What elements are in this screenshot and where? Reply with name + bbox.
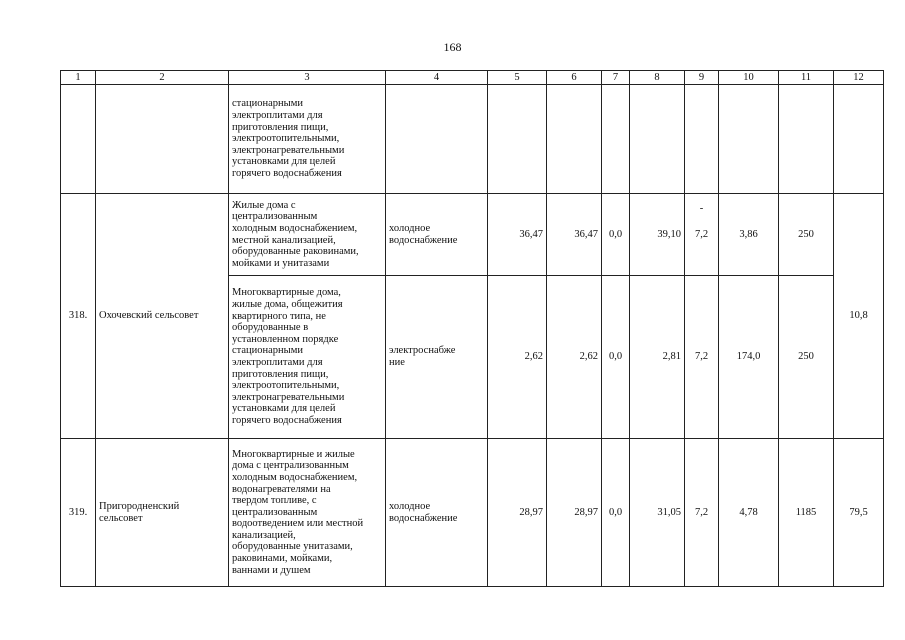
empty-cell [630, 85, 685, 194]
page-number: 168 [443, 40, 462, 54]
table-row-318-water [61, 194, 884, 276]
empty-cell [96, 85, 229, 194]
row-number: 319. [61, 439, 96, 587]
value-col11: 250 [779, 276, 834, 439]
header-cell-9: 9 [685, 71, 719, 85]
value-col11: 1185 [779, 439, 834, 587]
value-col5: 28,97 [488, 439, 547, 587]
header-cell-5: 5 [488, 71, 547, 85]
value-col9: 7,2 [685, 276, 719, 439]
value-col7: 0,0 [602, 439, 630, 587]
empty-cell [386, 85, 488, 194]
empty-cell [719, 85, 779, 194]
tariff-table [60, 70, 884, 587]
header-cell-3: 3 [229, 71, 386, 85]
value-col8: 39,10 [630, 194, 685, 276]
value-col5: 2,62 [488, 276, 547, 439]
value-col10: 3,86 [719, 194, 779, 276]
value-col6: 28,97 [547, 439, 602, 587]
value-col8: 2,81 [630, 276, 685, 439]
description-cell: Многоквартирные и жилые дома с централизованным холодным водоснабжением, водонагревателями на твердом топливе, с централизованным водоотведением или местной канализацией, оборудованные унитазами, раковинами, мойками, ваннами и душем [229, 439, 386, 587]
description-cell: Жилые дома с централизованным холодным водоснабжением, местной канализацией, оборудованные раковинами, мойками и унитазами [229, 194, 386, 276]
value-col9: 7,2 [685, 439, 719, 587]
settlement-name: Охочевский сельсовет [96, 194, 229, 439]
dash-mark: - [699, 202, 704, 214]
row-number: 318. [61, 194, 96, 439]
value-col5: 36,47 [488, 194, 547, 276]
value-col10: 4,78 [719, 439, 779, 587]
empty-cell [547, 85, 602, 194]
header-cell-4: 4 [386, 71, 488, 85]
empty-cell [602, 85, 630, 194]
value-col8: 31,05 [630, 439, 685, 587]
table-row-319 [61, 439, 884, 587]
service-cell: электроснабже ние [386, 276, 488, 439]
empty-cell [61, 85, 96, 194]
empty-cell [685, 85, 719, 194]
value-col7: 0,0 [602, 276, 630, 439]
header-row [61, 71, 884, 85]
empty-cell [834, 85, 884, 194]
header-cell-12: 12 [834, 71, 884, 85]
header-cell-6: 6 [547, 71, 602, 85]
value-col11: 250 [779, 194, 834, 276]
table-row-continuation [61, 85, 884, 194]
header-cell-10: 10 [719, 71, 779, 85]
header-cell-8: 8 [630, 71, 685, 85]
settlement-name: Пригородненский сельсовет [96, 439, 229, 587]
value-col6: 36,47 [547, 194, 602, 276]
description-cell: стационарными электроплитами для приготовления пищи, электроотопительными, электронагревательными установками для целей горячего водоснабжения [229, 85, 386, 194]
dash-mark-wrap [688, 202, 715, 241]
value-col12: 10,8 [834, 194, 884, 439]
header-cell-7: 7 [602, 71, 630, 85]
service-cell: холодное водоснабжение [386, 439, 488, 587]
value-col12: 79,5 [834, 439, 884, 587]
service-cell: холодное водоснабжение [386, 194, 488, 276]
header-cell-11: 11 [779, 71, 834, 85]
value-col9-text: 7,2 [694, 228, 709, 240]
value-col6: 2,62 [547, 276, 602, 439]
value-col9 [685, 194, 719, 276]
value-col7: 0,0 [602, 194, 630, 276]
empty-cell [779, 85, 834, 194]
header-cell-2: 2 [96, 71, 229, 85]
empty-cell [488, 85, 547, 194]
description-cell: Многоквартирные дома, жилые дома, общежития квартирного типа, не оборудованные в установленном порядке стационарными электроплитами для приготовления пищи, электроотопительными, электронагревательными установками для целей горячего водоснабжения [229, 276, 386, 439]
header-cell-1: 1 [61, 71, 96, 85]
value-col10: 174,0 [719, 276, 779, 439]
